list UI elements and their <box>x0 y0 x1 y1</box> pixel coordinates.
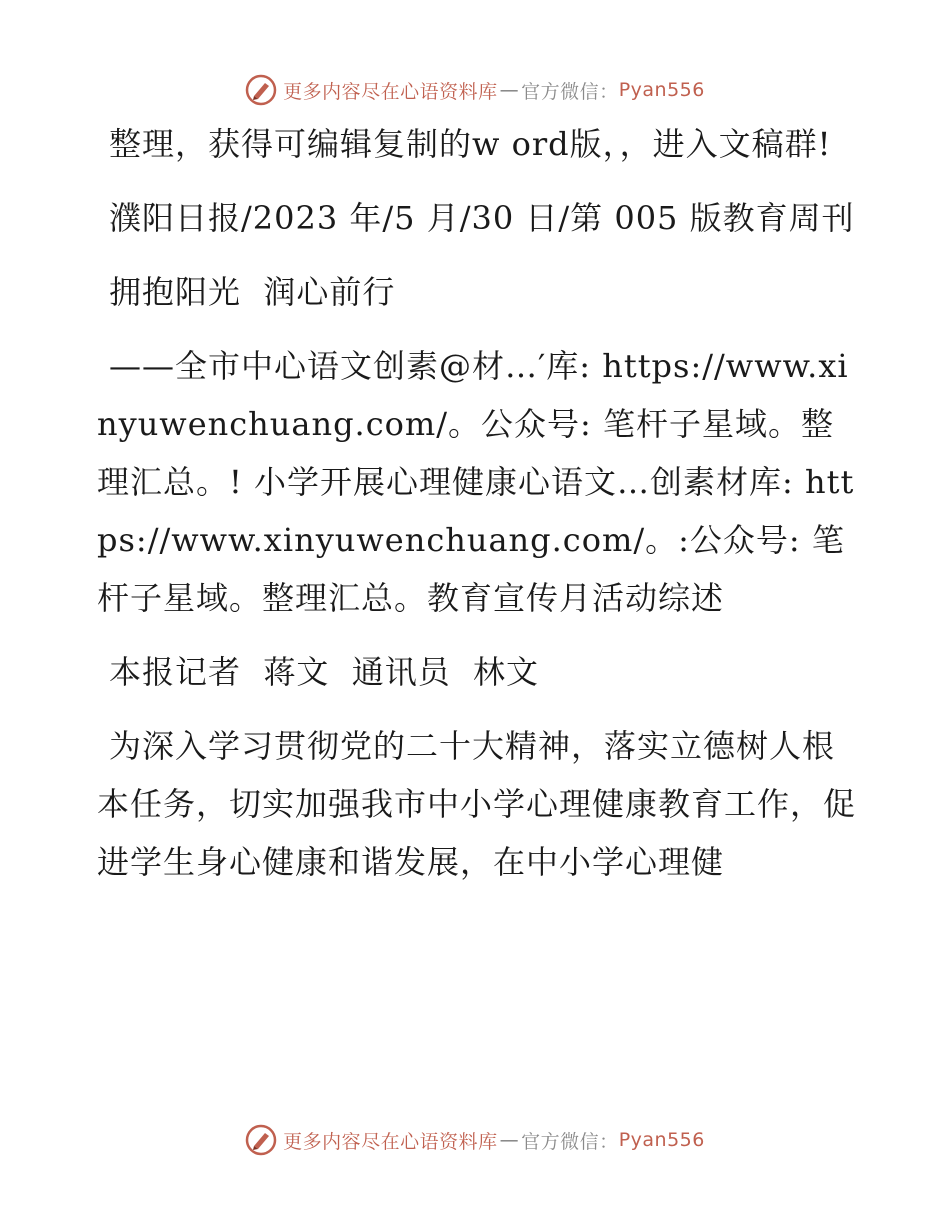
footer-wechat-label: 官方微信： <box>521 1130 619 1153</box>
footer-main-text: 更多内容尽在心语资料库 <box>283 1130 498 1153</box>
pen-logo-icon <box>245 1124 277 1156</box>
banner-wechat-id: Pyan556 <box>618 79 705 101</box>
byline: 本报记者 蒋文 通讯员 林文 <box>109 653 540 691</box>
source-line: 濮阳日报/2023 年/5 月/30 日/第 005 版教育周刊 <box>109 199 855 237</box>
banner-main-text: 更多内容尽在心语资料库 <box>283 80 498 103</box>
footer-banner <box>0 1120 950 1160</box>
footer-dash: — <box>499 1129 520 1151</box>
intro-paragraph: 整理，获得可编辑复制的w ord版，，进入文稿群! <box>109 125 832 163</box>
document-body <box>97 115 857 907</box>
header-banner <box>0 70 950 110</box>
article-subtitle: ——全市中心语文创素@材…′库: https://www.xinyuwenchuang.com/。公众号: 笔杆子星域。整理汇总。! 小学开展心理健康心语文…创素材库: https://www.xinyuwenchuang.com/。:公众号: 笔杆子星域。整理汇总。教育宣传月活动综述 <box>97 347 855 617</box>
article-title: 拥抱阳光 润心前行 <box>109 273 396 311</box>
banner-dash: — <box>499 79 520 101</box>
footer-wechat-id: Pyan556 <box>618 1129 705 1151</box>
banner-wechat-label: 官方微信： <box>521 80 619 103</box>
pen-logo-icon <box>245 74 277 106</box>
body-paragraph: 为深入学习贯彻党的二十大精神，落实立德树人根本任务，切实加强我市中小学心理健康教育工作，促进学生身心健康和谐发展，在中小学心理健 <box>97 727 857 881</box>
